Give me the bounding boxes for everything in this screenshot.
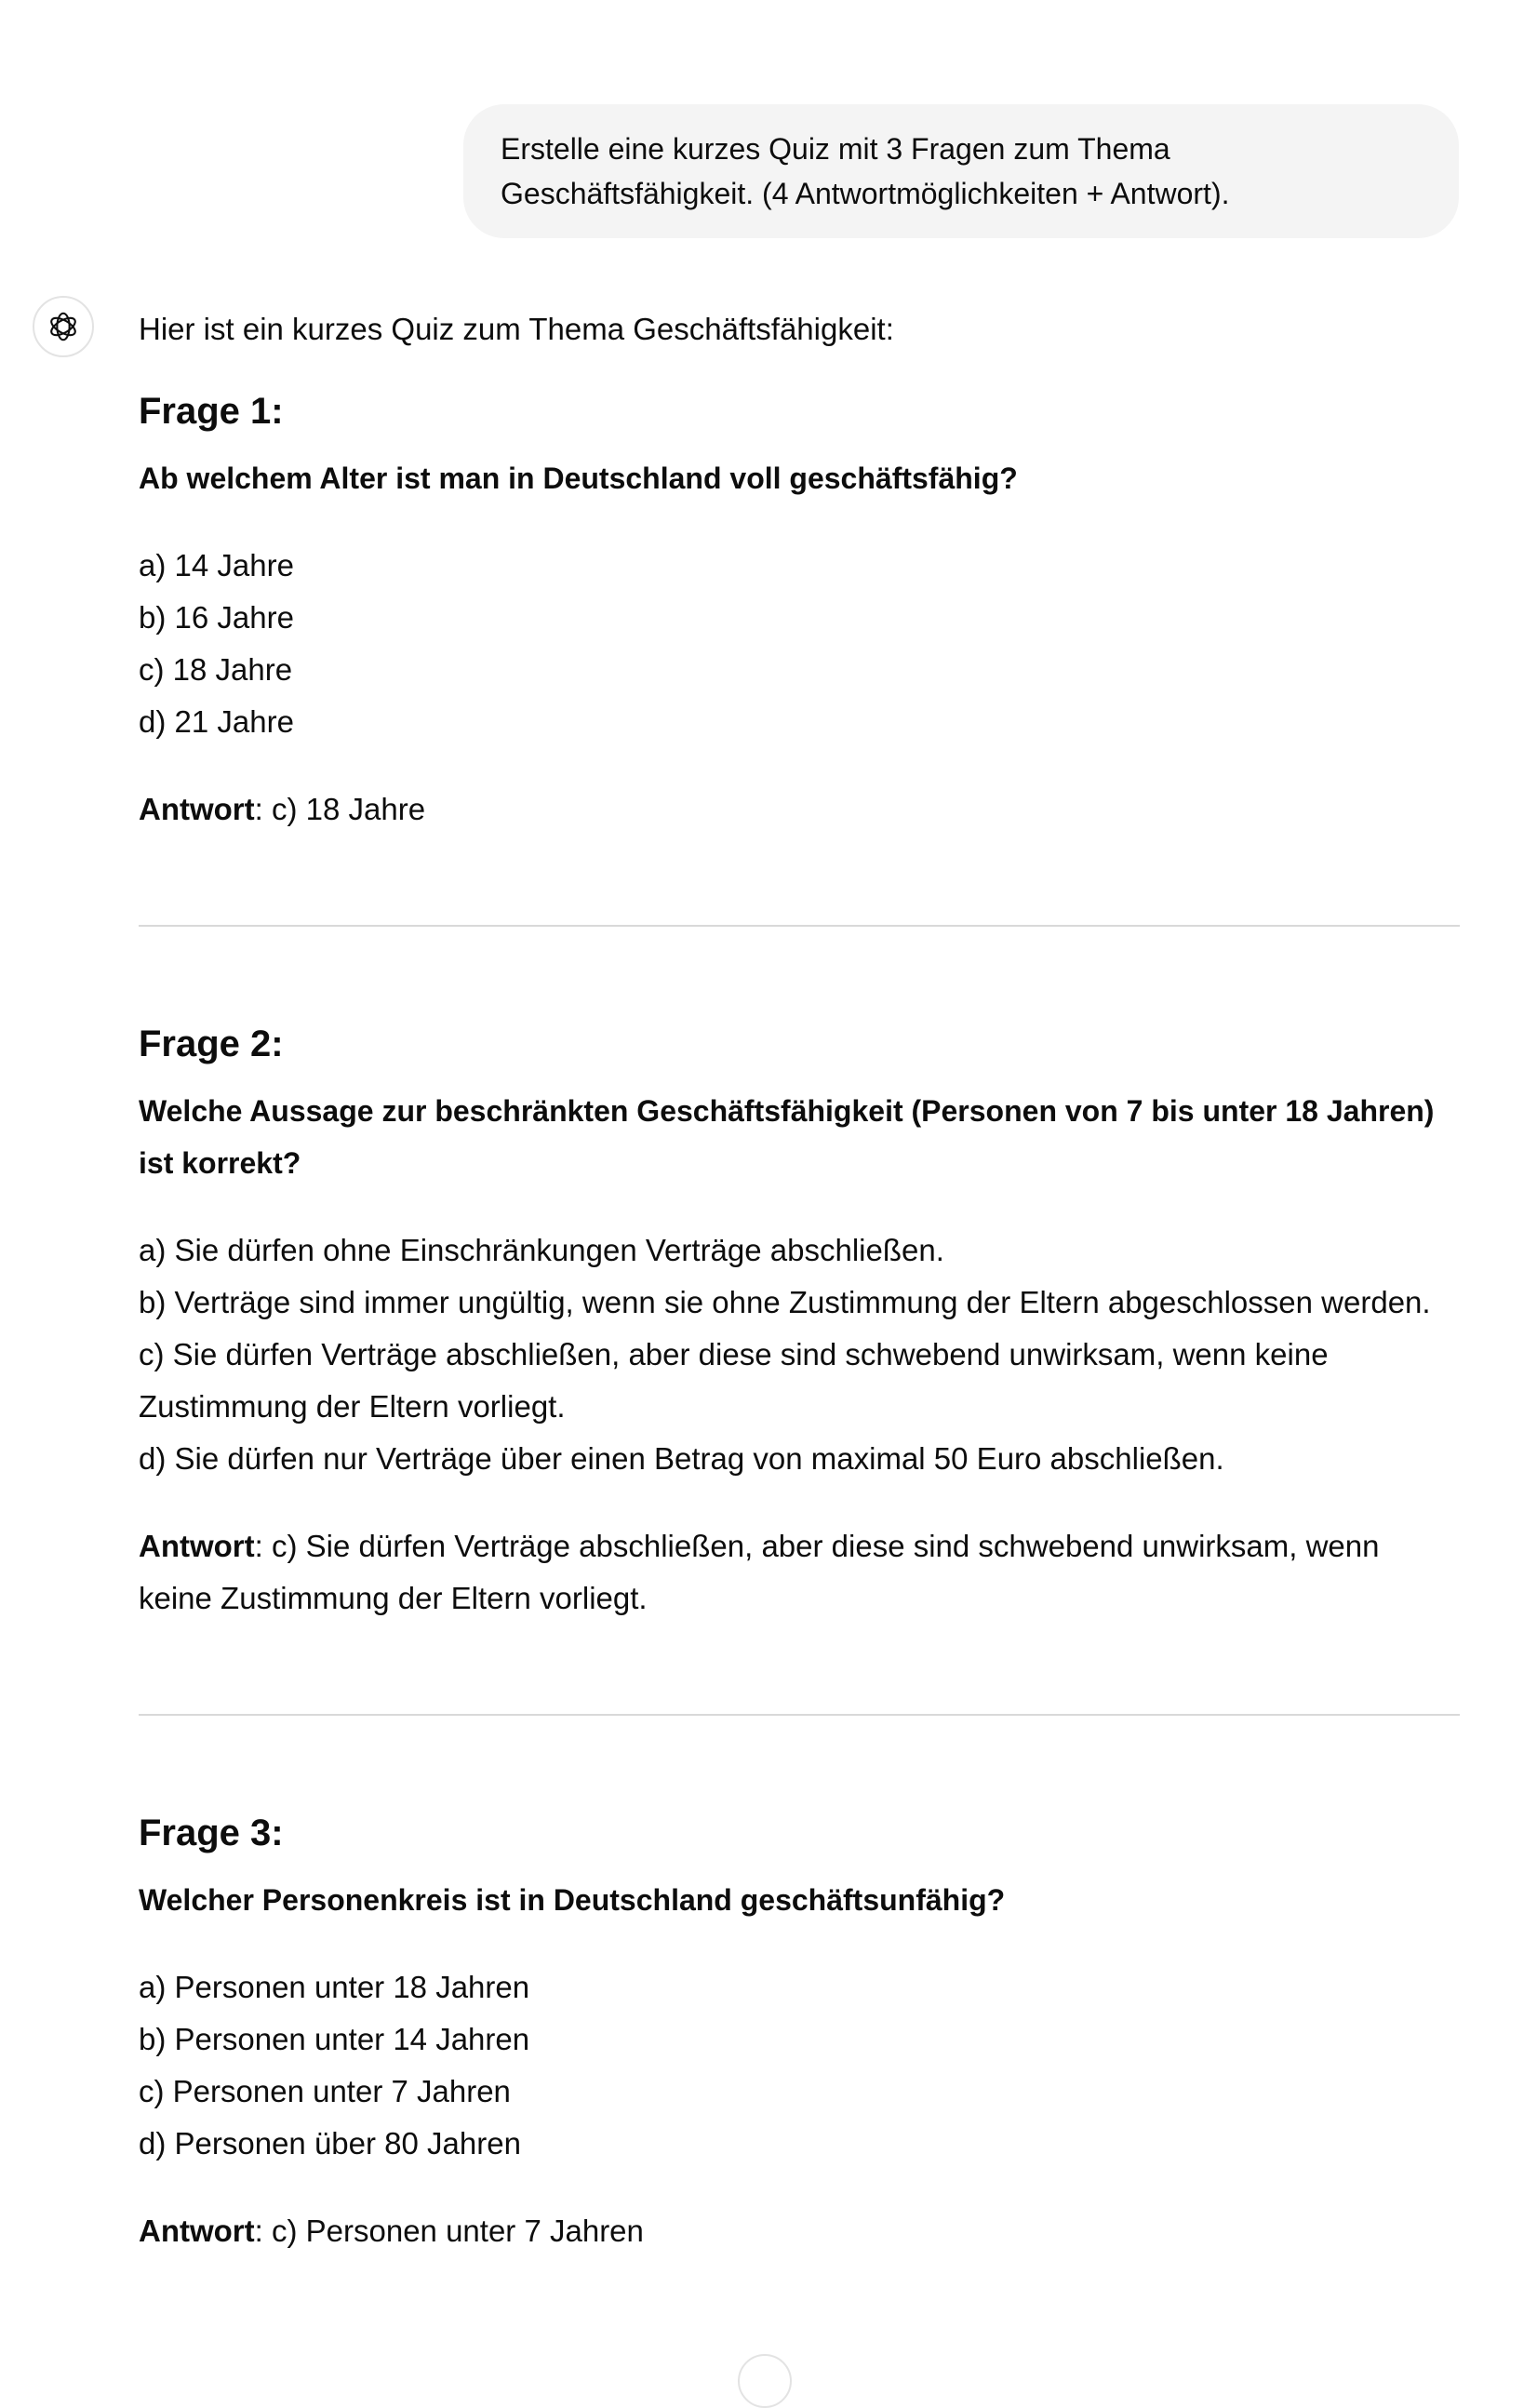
divider bbox=[139, 925, 1460, 927]
question-3-heading: Frage 3: bbox=[139, 1813, 284, 1853]
question-2-text: Welche Aussage zur beschränkten Geschäftsfähigkeit (Personen von 7 bis unter 18 Jahren) ist korrekt? bbox=[139, 1094, 1435, 1180]
openai-logo-icon bbox=[46, 309, 81, 344]
answer-text: c) 18 Jahre bbox=[271, 792, 426, 826]
option-item: a) Sie dürfen ohne Einschränkungen Verträge abschließen. bbox=[139, 1233, 944, 1267]
divider bbox=[139, 1714, 1460, 1716]
answer-label: Antwort bbox=[139, 1529, 255, 1563]
question-1-options bbox=[139, 540, 1460, 748]
option-item: c) Sie dürfen Verträge abschließen, aber diese sind schwebend unwirksam, wenn keine Zustimmung der Eltern vorliegt. bbox=[139, 1337, 1329, 1424]
question-2-answer: Antwort: c) Sie dürfen Verträge abschließen, aber diese sind schwebend unwirksam, wenn keine Zustimmung der Eltern vorliegt. bbox=[139, 1529, 1380, 1615]
answer-label: Antwort bbox=[139, 2214, 255, 2248]
question-1-heading: Frage 1: bbox=[139, 391, 284, 432]
assistant-intro: Hier ist ein kurzes Quiz zum Thema Geschäftsfähigkeit: bbox=[139, 312, 894, 346]
question-1 bbox=[139, 385, 1460, 836]
scroll-down-button[interactable] bbox=[738, 2354, 792, 2408]
answer-text: c) Personen unter 7 Jahren bbox=[271, 2214, 644, 2248]
question-2-options bbox=[139, 1224, 1460, 1485]
answer-text: c) Sie dürfen Verträge abschließen, aber diese sind schwebend unwirksam, wenn keine Zustimmung der Eltern vorliegt. bbox=[139, 1529, 1380, 1615]
option-item: a) Personen unter 18 Jahren bbox=[139, 1970, 530, 2004]
option-item: b) Verträge sind immer ungültig, wenn sie ohne Zustimmung der Eltern abgeschlossen werden. bbox=[139, 1285, 1431, 1319]
option-item: c) 18 Jahre bbox=[139, 652, 293, 687]
question-3 bbox=[139, 1807, 1460, 2257]
option-item: d) Personen über 80 Jahren bbox=[139, 2126, 521, 2161]
question-3-options bbox=[139, 1961, 1460, 2170]
question-2 bbox=[139, 1018, 1460, 1625]
question-1-answer: Antwort: c) 18 Jahre bbox=[139, 792, 426, 826]
assistant-avatar bbox=[33, 296, 94, 357]
question-3-text: Welcher Personenkreis ist in Deutschland geschäftsunfähig? bbox=[139, 1883, 1006, 1917]
option-item: a) 14 Jahre bbox=[139, 548, 294, 582]
option-item: d) Sie dürfen nur Verträge über einen Betrag von maximal 50 Euro abschließen. bbox=[139, 1441, 1224, 1476]
question-2-heading: Frage 2: bbox=[139, 1023, 284, 1064]
user-message-bubble: Erstelle eine kurzes Quiz mit 3 Fragen zum Thema Geschäftsfähigkeit. (4 Antwortmöglichkeiten + Antwort). bbox=[463, 104, 1459, 238]
question-3-answer: Antwort: c) Personen unter 7 Jahren bbox=[139, 2214, 644, 2248]
assistant-message bbox=[139, 303, 1460, 2257]
option-item: d) 21 Jahre bbox=[139, 704, 294, 739]
answer-label: Antwort bbox=[139, 792, 255, 826]
question-1-text: Ab welchem Alter ist man in Deutschland voll geschäftsfähig? bbox=[139, 462, 1018, 495]
option-item: b) 16 Jahre bbox=[139, 600, 294, 635]
option-item: c) Personen unter 7 Jahren bbox=[139, 2074, 511, 2108]
option-item: b) Personen unter 14 Jahren bbox=[139, 2022, 530, 2056]
